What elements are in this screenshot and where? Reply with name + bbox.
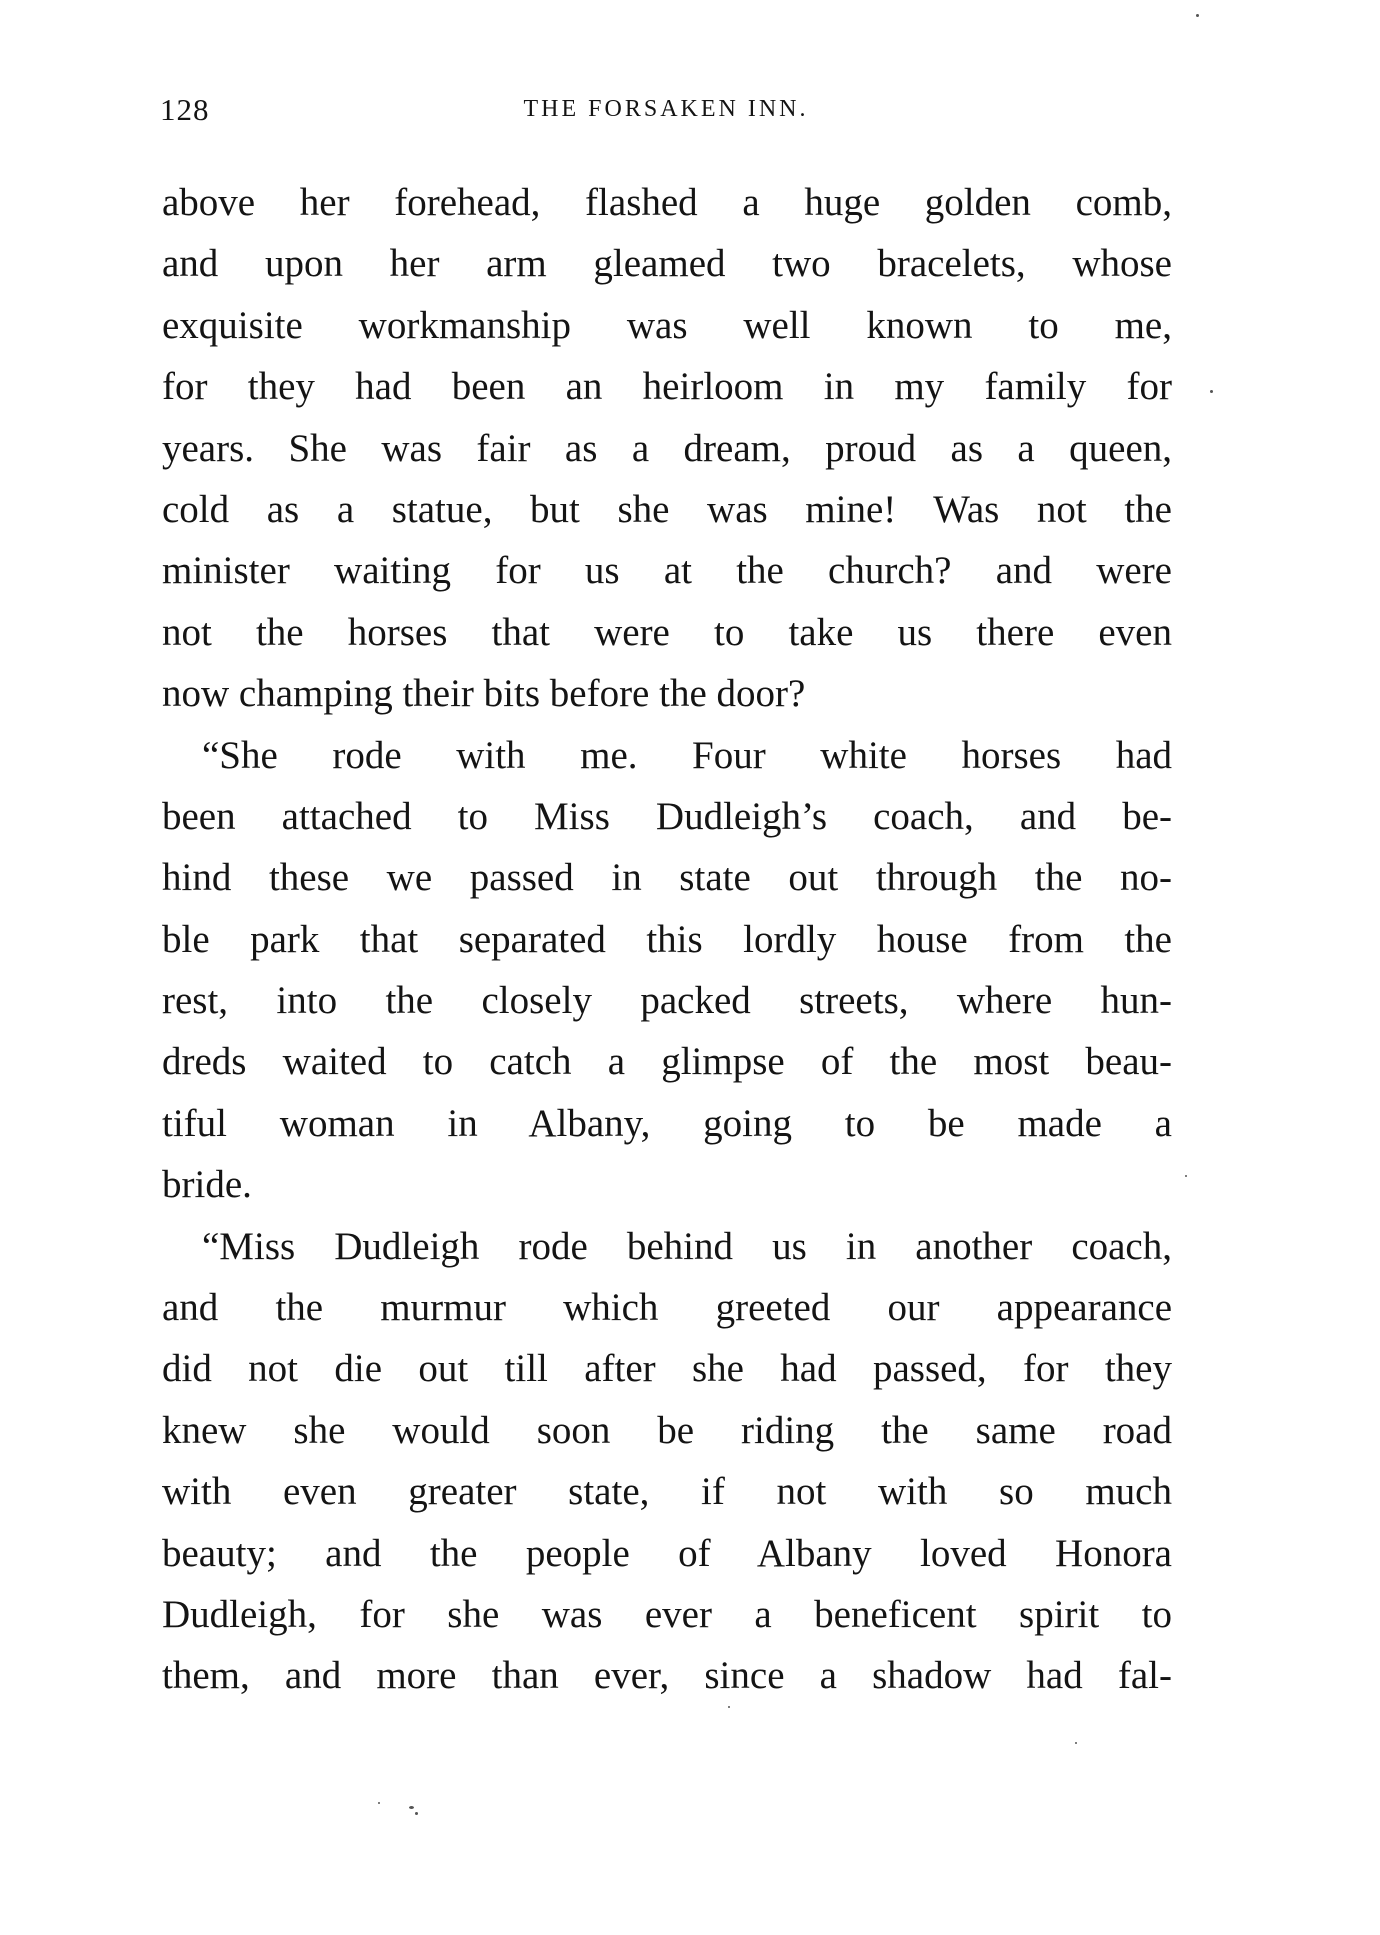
text-line: Dudleigh, for she was ever a beneficent spirit to: [162, 1592, 1172, 1636]
text-line: rest, into the closely packed streets, where hun-: [162, 979, 1172, 1023]
scan-speck: [409, 1806, 414, 1809]
scan-speck: [1185, 1175, 1187, 1177]
text-line: and upon her arm gleamed two bracelets, whose: [162, 242, 1172, 286]
body-text: [162, 172, 1172, 1707]
scan-speck: [1210, 390, 1213, 393]
scan-speck: [1075, 1742, 1077, 1744]
text-line: bride.: [162, 1163, 252, 1207]
text-line: not the horses that were to take us there even: [162, 610, 1172, 654]
text-line: for they had been an heirloom in my family for: [162, 365, 1172, 409]
paragraph-2: [162, 725, 1172, 1216]
scan-speck: [1196, 14, 1199, 17]
text-line: did not die out till after she had passed, for they: [162, 1347, 1172, 1391]
text-line: with even greater state, if not with so much: [162, 1470, 1172, 1514]
text-line: ble park that separated this lordly house from the: [162, 917, 1172, 961]
text-line: “She rode with me. Four white horses had: [202, 733, 1172, 777]
text-line: them, and more than ever, since a shadow had fal-: [162, 1654, 1172, 1698]
text-line: hind these we passed in state out through the no-: [162, 856, 1172, 900]
scan-speck: [728, 1706, 730, 1708]
paragraph-1: [162, 172, 1172, 725]
text-line: been attached to Miss Dudleigh’s coach, and be-: [162, 794, 1172, 838]
text-line: and the murmur which greeted our appearance: [162, 1286, 1172, 1330]
text-line: tiful woman in Albany, going to be made a: [162, 1101, 1172, 1145]
text-line: “Miss Dudleigh rode behind us in another coach,: [202, 1224, 1172, 1268]
text-line: beauty; and the people of Albany loved Honora: [162, 1531, 1172, 1575]
scan-speck: [378, 1802, 380, 1804]
text-line: years. She was fair as a dream, proud as a queen,: [162, 426, 1172, 470]
running-head: [160, 92, 1172, 132]
text-line: knew she would soon be riding the same road: [162, 1408, 1172, 1452]
page-number: 128: [160, 92, 210, 127]
text-line: above her forehead, flashed a huge golden comb,: [162, 181, 1172, 224]
running-title: THE FORSAKEN INN.: [523, 96, 809, 122]
paragraph-3: [162, 1216, 1172, 1707]
scan-speck: [415, 1812, 418, 1815]
text-line: dreds waited to catch a glimpse of the most beau-: [162, 1040, 1172, 1084]
text-line: now champing their bits before the door?: [162, 672, 806, 716]
text-line: cold as a statue, but she was mine! Was not the: [162, 487, 1172, 531]
text-line: exquisite workmanship was well known to me,: [162, 303, 1172, 347]
text-line: minister waiting for us at the church? and were: [162, 549, 1172, 593]
